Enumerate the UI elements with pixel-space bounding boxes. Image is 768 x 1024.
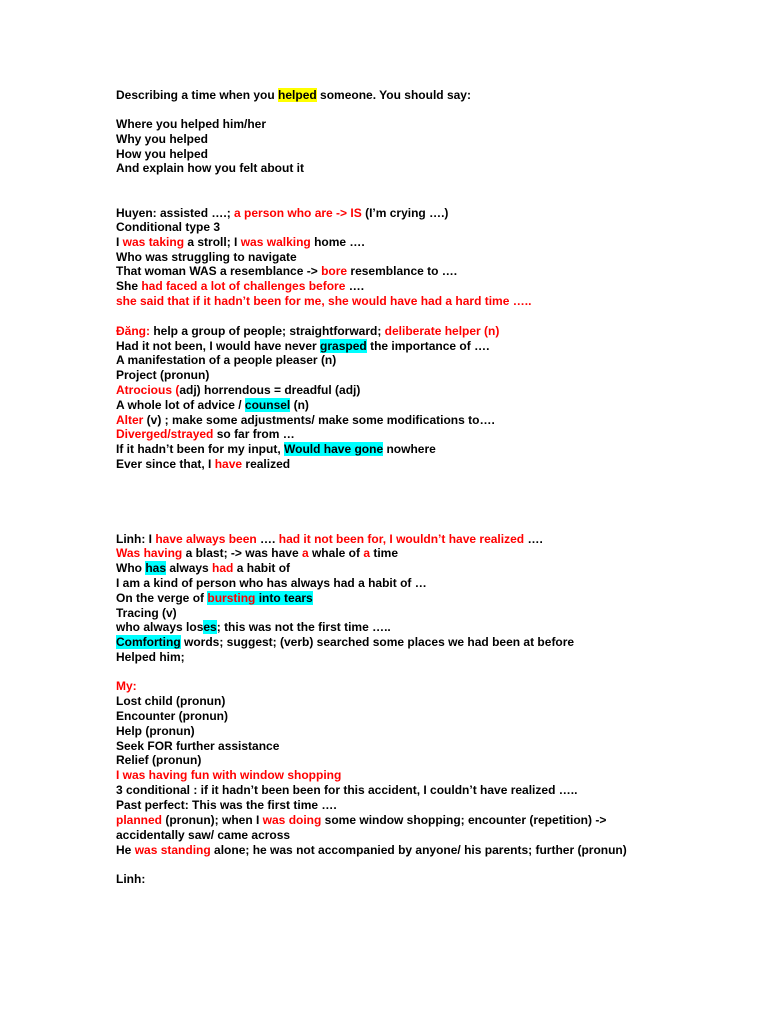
my-line: Seek FOR further assistance <box>116 739 280 753</box>
highlight-has: has <box>145 561 167 575</box>
my-line: Past perfect: This was the first time …. <box>116 798 337 812</box>
my-heading: My: <box>116 679 137 693</box>
dang-line: Ever since that, I have realized <box>116 457 291 471</box>
huyen-line: Who was struggling to navigate <box>116 250 297 264</box>
linh-second-heading: Linh: <box>116 872 146 886</box>
dang-line: A manifestation of a people pleaser (n) <box>116 353 337 367</box>
my-line: Lost child (pronun) <box>116 694 226 708</box>
my-line: 3 conditional : if it hadn’t been been for this accident, I couldn’t have realized ….. <box>116 783 578 797</box>
dang-line: A whole lot of advice / counsel (n) <box>116 398 309 412</box>
huyen-line: Huyen: assisted ….; a person who are -> IS (I’m crying ….) <box>116 206 449 220</box>
linh-line: Comforting words; suggest; (verb) searched some places we had been at before <box>116 635 575 649</box>
document-title: Describing a time when you helped someone. You should say: <box>116 88 471 102</box>
highlight-es: es <box>203 620 217 634</box>
prompt-line: How you helped <box>116 147 209 161</box>
highlight-would-have-gone: Would have gone <box>284 442 384 456</box>
linh-line: Who has always had a habit of <box>116 561 291 575</box>
linh-line: Tracing (v) <box>116 606 177 620</box>
highlight-into-tears: into tears <box>255 591 313 605</box>
dang-line: Đăng: help a group of people; straightforward; deliberate helper (n) <box>116 324 500 338</box>
dang-line: Had it not been, I would have never grasped the importance of …. <box>116 339 490 353</box>
highlight-bursting: bursting <box>207 591 256 605</box>
my-line: I was having fun with window shopping <box>116 768 342 782</box>
my-line: He was standing alone; he was not accompanied by anyone/ his parents; further (pronun) <box>116 843 627 857</box>
linh-line: Helped him; <box>116 650 185 664</box>
dang-line: Alter (v) ; make some adjustments/ make some modifications to…. <box>116 413 495 427</box>
highlight-grasped: grasped <box>320 339 367 353</box>
my-line: Relief (pronun) <box>116 753 202 767</box>
huyen-line: She had faced a lot of challenges before …. <box>116 279 365 293</box>
dang-line: Atrocious (adj) horrendous = dreadful (adj) <box>116 383 361 397</box>
huyen-line: she said that if it hadn’t been for me, she would have had a hard time ….. <box>116 294 532 308</box>
highlight-comforting: Comforting <box>116 635 181 649</box>
dang-line: Project (pronun) <box>116 368 210 382</box>
huyen-line: Conditional type 3 <box>116 220 221 234</box>
my-line: Help (pronun) <box>116 724 195 738</box>
huyen-line: That woman WAS a resemblance -> bore resemblance to …. <box>116 264 458 278</box>
linh-line: who always loses; this was not the first time ….. <box>116 620 391 634</box>
highlight-helped: helped <box>278 88 317 102</box>
dang-line: If it hadn’t been for my input, Would have gone nowhere <box>116 442 436 456</box>
highlight-counsel: counsel <box>244 398 291 412</box>
my-line: planned (pronun); when I was doing some window shopping; encounter (repetition) -> accidentally saw/ came across <box>116 813 607 842</box>
linh-line: I am a kind of person who has always had a habit of … <box>116 576 427 590</box>
linh-line: Was having a blast; -> was have a whale of a time <box>116 546 399 560</box>
huyen-line: I was taking a stroll; I was walking home …. <box>116 235 365 249</box>
prompt-line: And explain how you felt about it <box>116 161 304 175</box>
linh-line: Linh: I have always been …. had it not been for, I wouldn’t have realized …. <box>116 532 543 546</box>
prompt-line: Why you helped <box>116 132 209 146</box>
my-line: Encounter (pronun) <box>116 709 228 723</box>
prompt-line: Where you helped him/her <box>116 117 267 131</box>
dang-line: Diverged/strayed so far from … <box>116 427 295 441</box>
linh-line: On the verge of bursting into tears <box>116 591 313 605</box>
